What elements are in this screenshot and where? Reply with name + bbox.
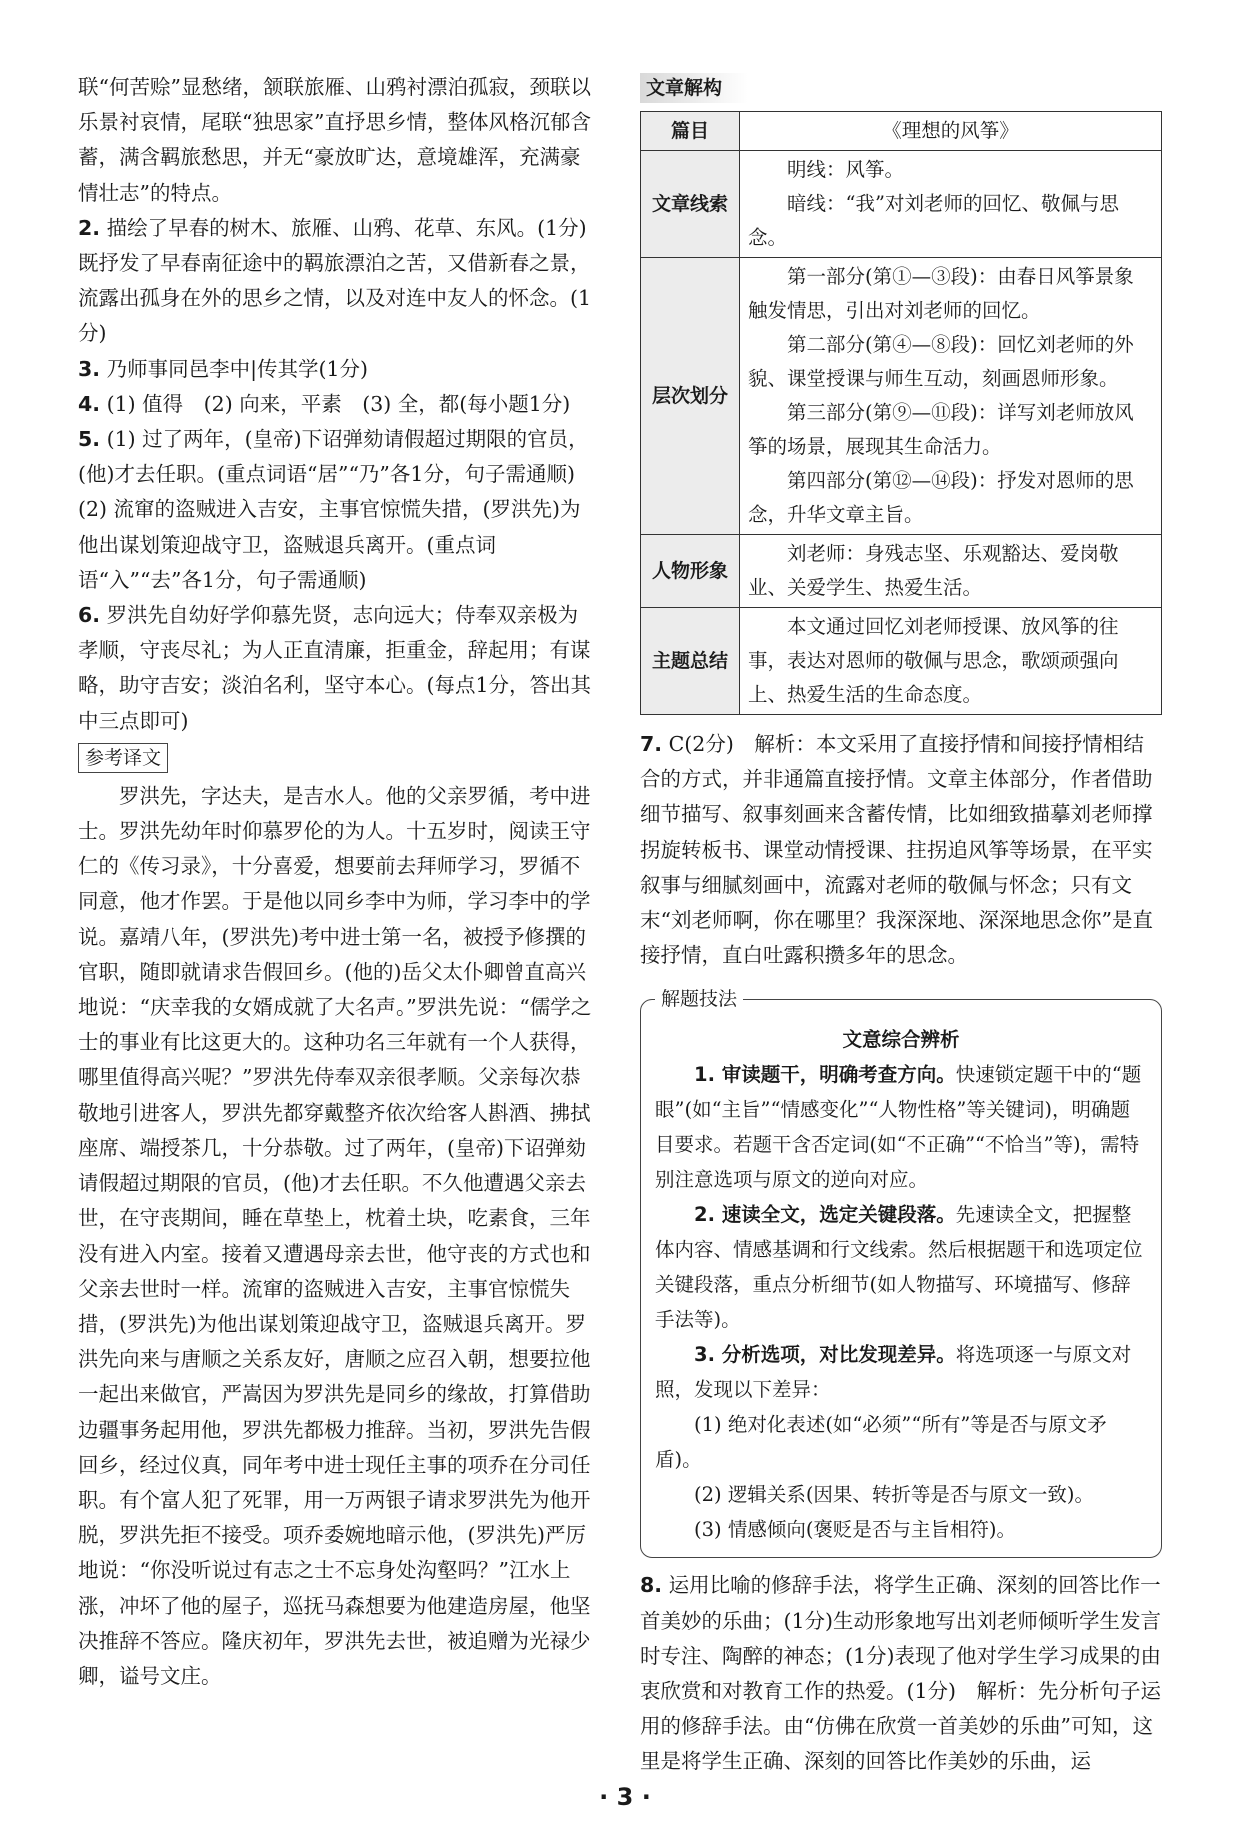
tip-1-heading: 1. 审读题干，明确考查方向。	[694, 1063, 956, 1087]
structure-part-3: 第三部分(第⑨—⑪段)：详写刘老师放风筝的场景，展现其生命活力。	[748, 401, 1134, 458]
tip-2-body: 先速读全文，把握整体内容、情感基调和行文线索。然后根据题干和选项定位关键段落，重点分析细节(如人物描写、环境描写、修辞手法等)。	[655, 1203, 1143, 1332]
answer-6-text: 罗洪先自幼好学仰慕先贤，志向远大；侍奉双亲极为孝顺，守丧尽礼；为人正直清廉，拒重金，辞起用；有谋略，助守吉安；淡泊名利，坚守本心。(每点1分，答出其中三点即可)	[78, 603, 592, 733]
answer-5	[78, 422, 598, 492]
page-number: · 3 ·	[599, 1783, 651, 1811]
tip-3-body: 将选项逐一与原文对照，发现以下差异：	[655, 1343, 1132, 1402]
table-row	[641, 535, 1162, 608]
answer-1-continued: 联“何苦赊”显愁绪，颔联旅雁、山鸦衬漂泊孤寂，颈联以乐景衬哀情，尾联“独思家”直抒思乡情，整体风格沉郁含蓄，满含羁旅愁思，并无“豪放旷达，意境雄浑，充满豪情壮志”的特点。	[78, 75, 591, 205]
reference-translation-label: 参考译文	[78, 743, 168, 773]
answer-3	[78, 352, 598, 387]
answer-6-number: 6.	[78, 603, 101, 628]
structure-part-4: 第四部分(第⑫—⑭段)：抒发对恩师的思念，升华文章主旨。	[748, 469, 1134, 526]
tip-1-body: 快速锁定题干中的“题眼”(如“主旨”“情感变化”“人物性格”等关键词)，明确题目要求。若题干含否定词(如“不正确”“不恰当”等)，需特别注意选项与原文的逆向对应。	[655, 1063, 1142, 1192]
reference-translation: 罗洪先，字达夫，是吉水人。他的父亲罗循，考中进士。罗洪先幼年时仰慕罗伦的为人。十五岁时，阅读王守仁的《传习录》，十分喜爱，想要前去拜师学习，罗循不同意，他才作罢。于是他以同乡李中为师，学习李中的学说。嘉靖八年，(罗洪先)考中进士第一名，被授予修撰的官职，随即就请求告假回乡。(他的)岳父太仆卿曾直高兴地说：“庆幸我的女婿成就了大名声。”罗洪先说：“儒学之士的事业有比这更大的。这种功名三年就有一个人获得，哪里值得高兴呢？”罗洪先侍奉双亲很孝顺。父亲每次恭敬地引进客人，罗洪先都穿戴整齐依次给客人斟酒、拂拭座席、端授茶几，十分恭敬。过了两年，(皇帝)下诏弹劾请假超过期限的官员，(他)才去任职。不久他遭遇父亲去世，在守丧期间，睡在草垫上，枕着土块，吃素食，三年没有进入内室。接着又遭遇母亲去世，他守丧的方式也和父亲去世时一样。流窜的盗贼进入吉安，主事官惊慌失措，(罗洪先)为他出谋划策迎战守卫，盗贼退兵离开。罗洪先向来与唐顺之关系友好，唐顺之应召入朝，想要拉他一起出来做官，严嵩因为罗洪先是同乡的缘故，打算借助边疆事务起用他，罗洪先都极力推辞。当初，罗洪先告假回乡，经过仪真，同年考中进士现任主事的项乔在分司任职。有个富人犯了死罪，用一万两银子请求罗洪先为他开脱，罗洪先拒不接受。项乔委婉地暗示他，(罗洪先)严厉地说：“你没听说过有志之士不忘身处沟壑吗？”江水上涨，冲坏了他的屋子，巡抚马森想要为他建造房屋，他坚决推辞不答应。隆庆初年，罗洪先去世，被追赠为光禄少卿，谥号文庄。	[78, 783, 592, 1688]
answer-2-number: 2.	[78, 215, 101, 240]
tip-1	[655, 1057, 1147, 1197]
tips-box	[640, 988, 1162, 1558]
clue-implicit: 暗线：“我”对刘老师的回忆、敬佩与思念。	[748, 192, 1119, 249]
row-header-theme: 主题总结	[641, 608, 740, 715]
table-row	[641, 151, 1162, 258]
answer-4-text: (1) 值得 (2) 向来，平素 (3) 全，都(每小题1分)	[106, 391, 571, 416]
clue-explicit: 明线：风筝。	[787, 158, 905, 181]
answer-2-text: 描绘了早春的树木、旅雁、山鸦、花草、东风。(1分)既抒发了早春南征途中的羁旅漂泊之苦，又借新春之景，流露出孤身在外的思乡之情，以及对连中友人的怀念。(1分)	[78, 215, 592, 346]
tip-3-item-2: (2) 逻辑关系(因果、转折等是否与原文一致)。	[694, 1483, 1095, 1507]
tip-3-heading: 3. 分析选项，对比发现差异。	[694, 1343, 956, 1367]
structure-part-1: 第一部分(第①—③段)：由春日风筝景象触发情思，引出对刘老师的回忆。	[748, 265, 1134, 322]
answer-8-text: 运用比喻的修辞手法，将学生正确、深刻的回答比作一首美妙的乐曲；(1分)生动形象地写出刘老师倾听学生发言时专注、陶醉的神态；(1分)表现了他对学生学习成果的由衷欣赏和对教育工作的热爱。(1分) 解析：先分析句子运用的修辞手法。由“仿佛在欣赏一首美妙的乐曲”可知，这里是将学生正确、深刻的回答比作美妙的乐曲，运	[640, 1573, 1162, 1774]
answer-4	[78, 387, 598, 422]
structure-cell	[740, 258, 1162, 535]
row-header-structure: 层次划分	[641, 258, 740, 535]
table-row	[641, 112, 1162, 151]
tip-3	[655, 1337, 1147, 1407]
tips-title: 文意综合辨析	[842, 1028, 960, 1052]
tip-2	[655, 1197, 1147, 1337]
answer-3-number: 3.	[78, 356, 101, 381]
answer-6	[78, 598, 598, 739]
tip-2-heading: 2. 速读全文，选定关键段落。	[694, 1203, 956, 1227]
table-row	[641, 258, 1162, 535]
right-column	[640, 70, 1162, 1780]
row-header-character: 人物形象	[641, 535, 740, 608]
row-header-clue: 文章线索	[641, 151, 740, 258]
answer-2	[78, 211, 598, 352]
tip-3-item-3: (3) 情感倾向(褒贬是否与主旨相符)。	[694, 1518, 1017, 1542]
answer-7	[640, 727, 1162, 973]
answer-5-number: 5.	[78, 427, 101, 452]
tips-label: 解题技法	[655, 985, 743, 1013]
clue-cell	[740, 151, 1162, 258]
tip-3-item-1: (1) 绝对化表述(如“必须”“所有”等是否与原文矛盾)。	[655, 1413, 1107, 1472]
character-cell	[740, 535, 1162, 608]
answer-8-number: 8.	[640, 1573, 663, 1598]
answer-7-number: 7.	[640, 732, 663, 756]
section-title: 文章解构	[640, 73, 748, 103]
left-column	[78, 70, 598, 1694]
answer-5-part-2: (2) 流窜的盗贼进入吉安，主事官惊慌失措，(罗洪先)为他出谋划策迎战守卫，盗贼退兵离开。(重点词语“入”“去”各1分，句子需通顺)	[78, 497, 581, 592]
structure-part-2: 第二部分(第④—⑧段)：回忆刘老师的外貌、课堂授课与师生互动，刻画恩师形象。	[748, 333, 1134, 390]
character-text: 刘老师：身残志坚、乐观豁达、爱岗敬业、关爱学生、热爱生活。	[748, 542, 1119, 599]
structure-table	[640, 111, 1162, 715]
answer-8	[640, 1568, 1162, 1779]
table-row	[641, 608, 1162, 715]
answer-3-text: 乃师事同邑李中|传其学(1分)	[106, 356, 369, 381]
answer-7-text: C(2分) 解析：本文采用了直接抒情和间接抒情相结合的方式，并非通篇直接抒情。文章主体部分，作者借助细节描写、叙事刻画来含蓄传情，比如细致描摹刘老师撑拐旋转板书、课堂动情授课、拄拐追风筝等场景，在平实叙事与细腻刻画中，流露对老师的敬佩与怀念；只有文末“刘老师啊，你在哪里？我深深地、深深地思念你”是直接抒情，直白吐露积攒多年的思念。	[640, 732, 1153, 968]
article-title: 《理想的风筝》	[740, 112, 1162, 151]
theme-cell	[740, 608, 1162, 715]
answer-4-number: 4.	[78, 391, 101, 416]
answer-5-part-1: (1) 过了两年，(皇帝)下诏弹劾请假超过期限的官员，(他)才去任职。(重点词语“居”“乃”各1分，句子需通顺)	[78, 427, 589, 487]
row-header-title: 篇目	[641, 112, 740, 151]
theme-text: 本文通过回忆刘老师授课、放风筝的往事，表达对恩师的敬佩与思念，歌颂顽强向上、热爱生活的生命态度。	[748, 615, 1119, 706]
